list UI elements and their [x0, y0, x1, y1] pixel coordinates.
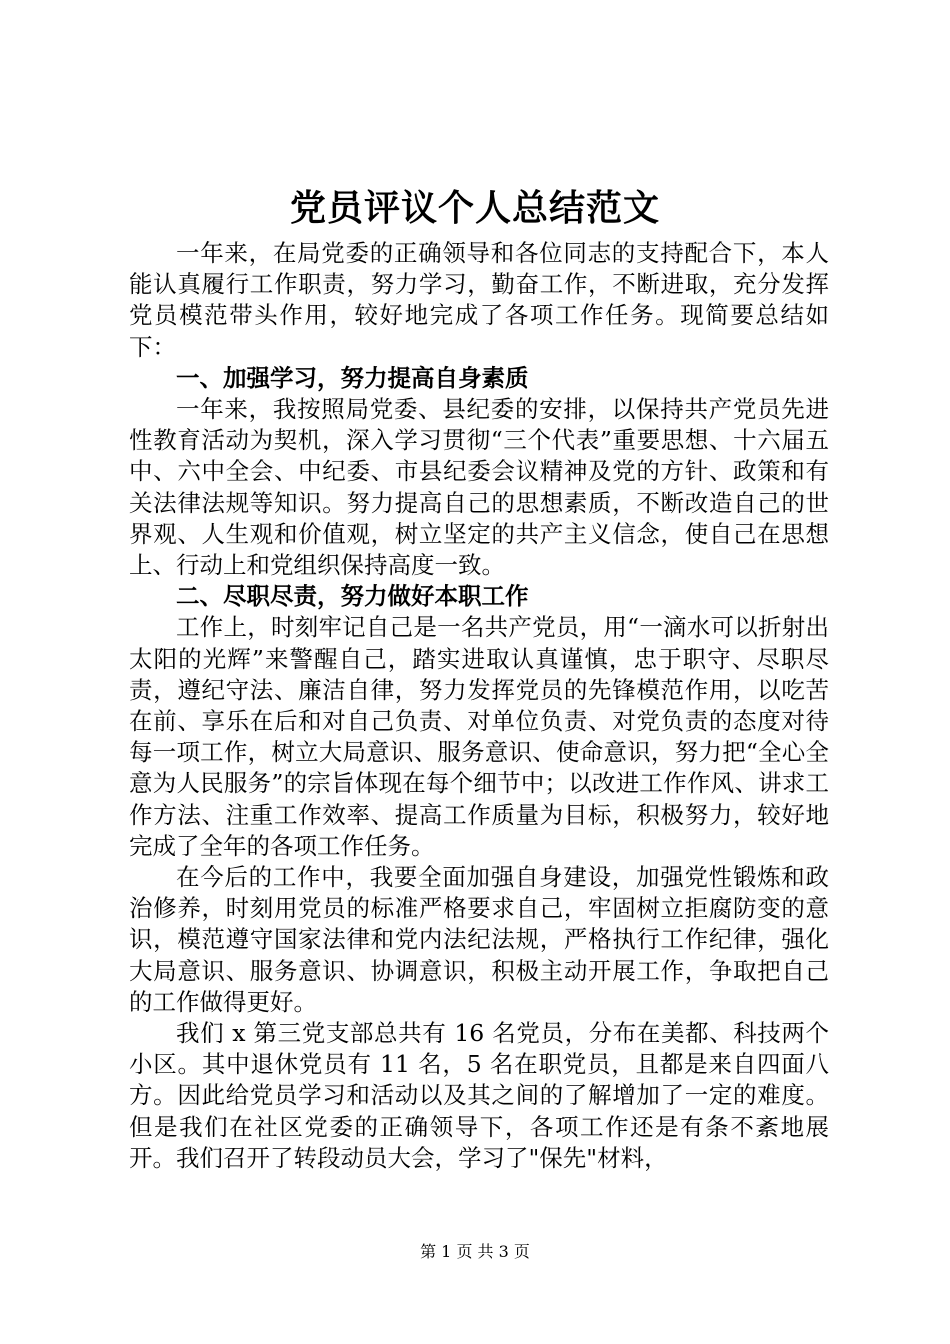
- page-footer: 第 1 页 共 3 页: [420, 1242, 530, 1261]
- paragraph-intro: 一年来，在局党委的正确领导和各位同志的支持配合下，本人能认真履行工作职责，努力学习，勤奋工作，不断进取，充分发挥党员模范带头作用，较好地完成了各项工作任务。现简要总结如下：: [129, 239, 829, 361]
- paragraph-work: 工作上，时刻牢记自己是一名共产党员，用“一滴水可以折射出太阳的光辉”来警醒自己，踏实进取认真谨慎，忠于职守、尽职尽责，遵纪守法、廉洁自律，努力发挥党员的先锋模范作用，以吃苦在前、享乐在后和对自己负责、对单位负责、对党负责的态度对待每一项工作，树立大局意识、服务意识、使命意识，努力把“全心全意为人民服务”的宗旨体现在每个细节中；以改进工作作风、讲求工作方法、注重工作效率、提高工作质量为目标，积极努力，较好地完成了全年的各项工作任务。: [129, 613, 829, 860]
- paragraph-branch: 我们 x 第三党支部总共有 16 名党员，分布在美都、科技两个小区。其中退休党员有 11 名，5 名在职党员，且都是来自四面八方。因此给党员学习和活动以及其之间的了解增加了一定的难度。但是我们在社区党委的正确领导下，各项工作还是有条不紊地展开。我们召开了转段动员大会，学习了"保先"材料，: [129, 1019, 829, 1172]
- paragraph-study: 一年来，我按照局党委、县纪委的安排，以保持共产党员先进性教育活动为契机，深入学习贯彻“三个代表”重要思想、十六届五中、六中全会、中纪委、市县纪委会议精神及党的方针、政策和有关法律法规等知识。努力提高自己的思想素质，不断改造自己的世界观、人生观和价值观，树立坚定的共产主义信念，使自己在思想上、行动上和党组织保持高度一致。: [129, 395, 829, 580]
- section-heading-1: 一、加强学习，努力提高自身素质: [176, 363, 529, 392]
- paragraph-future: 在今后的工作中，我要全面加强自身建设，加强党性锻炼和政治修养，时刻用党员的标准严格要求自己，牢固树立拒腐防变的意识，模范遵守国家法律和党内法纪法规，严格执行工作纪律，强化大局意识、服务意识、协调意识，积极主动开展工作，争取把自己的工作做得更好。: [129, 863, 829, 1016]
- section-heading-2: 二、尽职尽责，努力做好本职工作: [176, 582, 529, 611]
- document-body: [129, 238, 829, 1174]
- document-title: 党员评议个人总结范文: [289, 187, 660, 229]
